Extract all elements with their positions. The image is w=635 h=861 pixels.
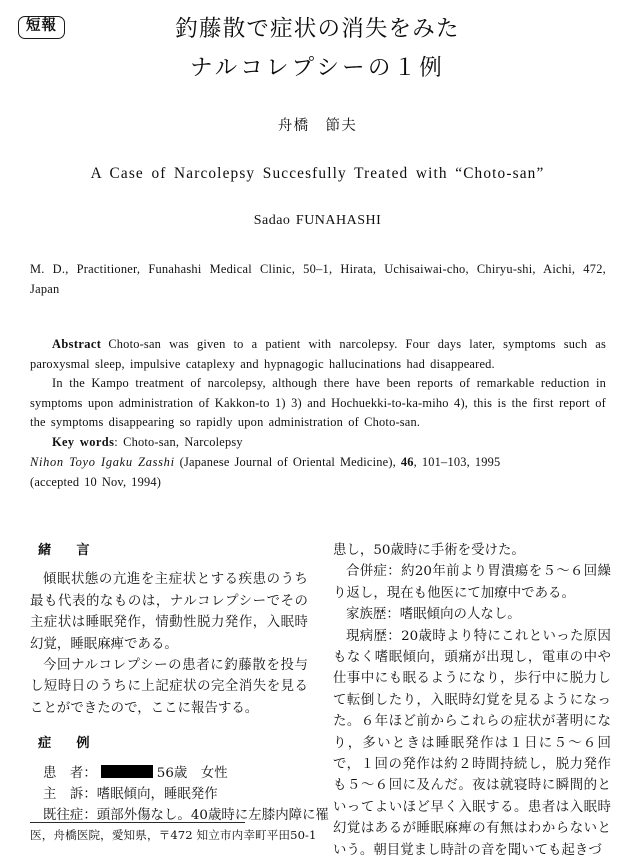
abstract-text-1: Choto-san was given to a patient with narcolepsy. Four days later, symptoms such as paroxysmal sleep, impulsive cataplexy and hypnagogic hallucinations had disappeared. — [30, 337, 606, 371]
redaction-box-patient-name — [101, 765, 153, 778]
author-english: Sadao FUNAHASHI — [253, 213, 382, 228]
abstract-section — [30, 335, 606, 453]
case-field-past-history: 既往症：頭部外傷なし。40歳時に左膝内障に罹 — [43, 808, 329, 824]
case-field-chief-complaint: 主 訴：嗜眠傾向，睡眠発作 — [43, 787, 218, 803]
case-field-complications: 合併症：約20年前より胃潰瘍を５〜６回繰り返し，現在も他医にて加療中である。 — [333, 564, 611, 601]
page-title-japanese — [0, 10, 635, 88]
citation-journal-name-english: (Japanese Journal of Oriental Medicine), — [174, 455, 401, 469]
citation-pages-year: , 101–103, 1995 — [413, 455, 501, 469]
case-field-present-illness: 現病歴：20歳時より特にこれといった原因もなく嗜眠傾向，頭痛が出現し，電車の中や仕事中にも眠るようになり，歩行中に脱力して転倒したり，入眠時幻覚を見るようになった。６年ほど前からこれらの症状が著明になり，多いときは睡眠発作は１日に５〜６回で，１回の発作は約２時間持続し，脱力発作も５〜６回に及んだ。夜は就寝時に瞬間的といってよいほど早く入眠する。患者は入眠時幻覚はあるが睡眠麻痺の有無はわからないという。朝目覚まし時計の音を聞いても起きづ — [333, 628, 611, 858]
footnote-address: 医，舟橋医院，愛知県，〒472 知立市内幸町平田50-1 — [30, 828, 317, 842]
introduction-paragraph-1: 傾眠状態の亢進を主症状とする疾患のうち最も代表的なものは，ナルコレプシーでその主症状は睡眠発作，情動性脱力発作，入眠時幻覚，睡眠麻痺である。 — [30, 572, 308, 652]
abstract-paragraph-2 — [30, 374, 606, 433]
footnote-divider — [30, 822, 245, 823]
article-type-badge: 短報 — [18, 16, 65, 39]
case-field-patient-label: 患 者： — [43, 765, 97, 781]
case-field-patient-value: 56歳 女性 — [156, 765, 228, 781]
abstract-text-2: In the Kampo treatment of narcolepsy, although there have been reports of remarkable reduction in symptoms upon administration of Kakkon-to 1) 3) and Hochuekki-to-ka-miho 4), this is the first report of the symptoms disappearing so rapidly upon administration of Choto-san. — [30, 376, 606, 430]
citation-accepted-date: (accepted 10 Nov, 1994) — [30, 474, 162, 489]
keywords-label: Key words — [52, 434, 115, 449]
case-paragraph-continuation: 患し，50歳時に手術を受けた。 — [333, 543, 525, 558]
journal-citation — [30, 453, 606, 492]
author-affiliation: M. D., Practitioner, Funahashi Medical Clinic, 50–1, Hirata, Uchisaiwai-cho, Chiryu-shi, Aichi, 472, Japan — [30, 262, 606, 296]
keywords-value: Choto-san, Narcolepsy — [123, 434, 243, 449]
citation-volume: 46 — [400, 455, 414, 469]
citation-journal-name-romaji: Nihon Toyo Igaku Zasshi — [30, 455, 175, 469]
title-japanese-line-1: 釣藤散で症状の消失をみた — [175, 16, 460, 42]
abstract-paragraph-1 — [30, 335, 606, 374]
abstract-heading: Abstract — [52, 337, 102, 351]
author-japanese: 舟橋 節夫 — [277, 118, 358, 134]
case-field-patient — [30, 763, 308, 784]
citation-line-1 — [30, 453, 606, 473]
body-column-left — [30, 540, 329, 827]
body-column-right — [333, 540, 611, 861]
title-japanese-line-2: ナルコレプシーの１例 — [190, 55, 445, 81]
case-field-family-history: 家族歴：嗜眠傾向の人なし。 — [346, 607, 521, 623]
section-heading-introduction: 緒 言 — [38, 543, 96, 558]
abstract-keywords — [30, 433, 606, 453]
keywords-separator: : — [114, 434, 124, 449]
introduction-paragraph-2: 今回ナルコレプシーの患者に釣藤散を投与し短時日のうちに上記症状の完全消失を見ることができたので，ここに報告する。 — [30, 658, 308, 716]
section-heading-case-report: 症 例 — [38, 736, 96, 752]
page-title-english: A Case of Narcolepsy Succesfully Treated with “Choto-san” — [90, 165, 545, 182]
